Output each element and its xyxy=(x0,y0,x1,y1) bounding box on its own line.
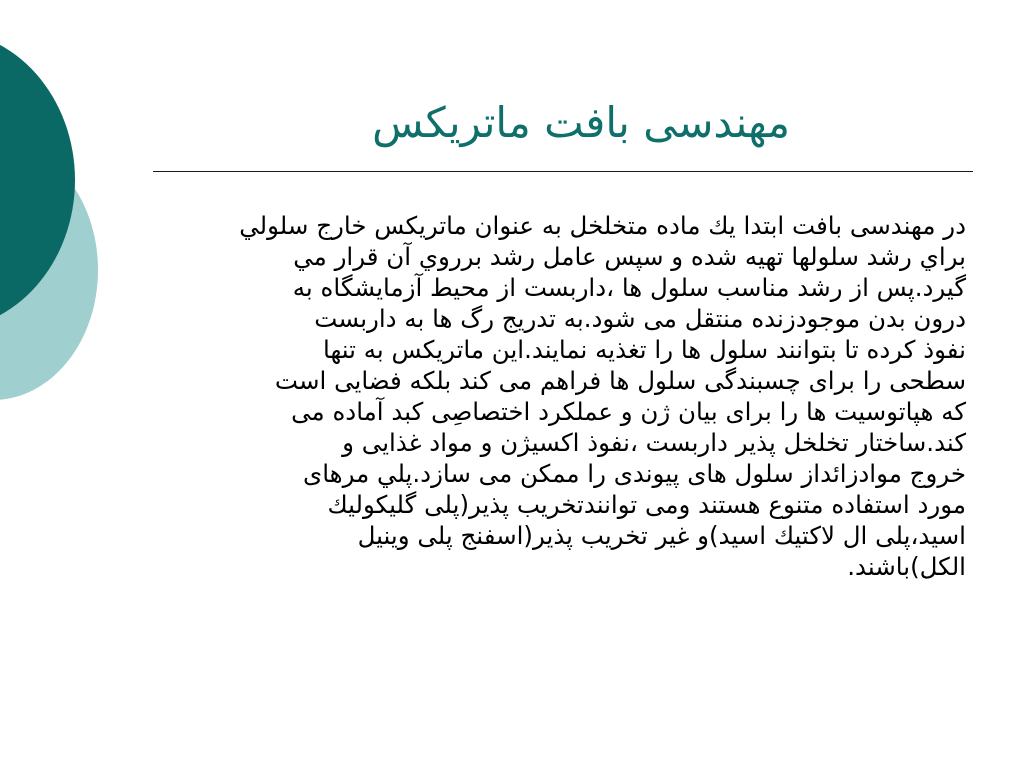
body-line: سطحی را برای چسبندگی سلول ها فراهم می کند بلکه فضایی است xyxy=(274,366,966,395)
body-line: درون بدن موجودزنده منتقل می شود.به تدریج رگ ها به داربست xyxy=(314,304,966,333)
slide-title: مهندسی بافت ماتریکس xyxy=(372,98,790,147)
title-divider xyxy=(153,171,973,172)
body-line: که هپاتوسیت ها را برای بیان ژن و عملکرد اختصاصِی کبد آماده می xyxy=(291,397,966,426)
slide-body xyxy=(182,210,966,582)
body-line: در مهندسی بافت ابتدا يك ماده متخلخل به عنوان ماتریکس خارج سلولي xyxy=(239,211,966,240)
body-line: خروج موادزائداز سلول های پیوندی را ممکن می سازد.پلي مرهای xyxy=(303,459,966,488)
body-line: نفوذ كرده تا بتوانند سلول ها را تغذیه نمایند.این ماتریکس به تنها xyxy=(323,335,966,364)
body-line: کند.ساختار تخلخل پذیر داربست ،نفوذ اکسیژن و مواد غذایی و xyxy=(342,428,966,457)
body-line: براي رشد سلولها تهيه شده و سپس عامل رشد برروي آن قرار مي xyxy=(293,242,966,271)
body-line: الکل)باشند. xyxy=(847,552,966,581)
body-line: گيرد.پس از رشد مناسب سلول ها ،داربست از محیط آزمایشگاه به xyxy=(292,273,966,302)
body-line: مورد استفاده متنوع هستند ومی توانندتخریب پذیر(پلی گلیکولیك xyxy=(327,490,966,519)
body-line: اسید،پلی ال لاكتيك اسيد)و غیر تخریب پذیر(اسفنج پلی وینیل xyxy=(357,521,966,550)
